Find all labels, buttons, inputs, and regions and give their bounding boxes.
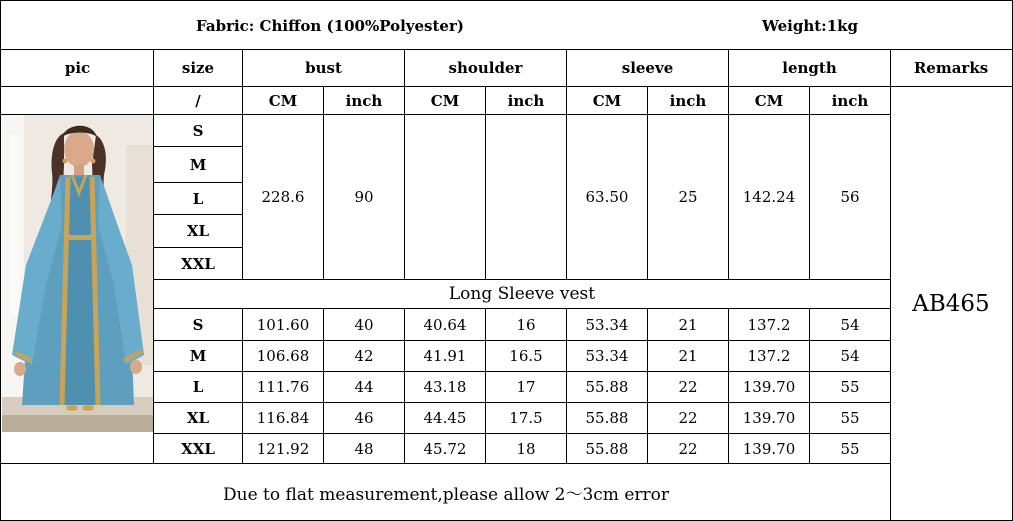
- grid-line: [153, 146, 242, 147]
- robe-sleeve-inch: 25: [678, 188, 698, 206]
- grid-line: [485, 308, 486, 464]
- vest-shoulder-cm-cell: 43.18: [423, 378, 467, 396]
- grid-line: [566, 308, 567, 464]
- vest-sleeve-inch-cell: 22: [678, 409, 698, 427]
- vest-bust-cm-cell: 116.84: [256, 409, 310, 427]
- vest-size-cell: S: [192, 315, 204, 334]
- vest-sleeve-inch-cell: 21: [678, 315, 698, 334]
- vest-sleeve-inch-cell: 22: [678, 378, 698, 396]
- unit-shoulder-inch: inch: [507, 91, 545, 110]
- vest-length-inch-cell: 55: [840, 378, 860, 396]
- robe-size-m: M: [189, 155, 207, 174]
- grid-line: [404, 49, 405, 280]
- grid-line: [0, 0, 1, 521]
- vest-size-cell: M: [189, 347, 207, 365]
- vest-length-cm-cell: 139.70: [742, 378, 796, 396]
- col-length: length: [782, 59, 837, 77]
- grid-line: [0, 114, 890, 115]
- fabric-label: Fabric: Chiffon (100%Polyester): [196, 17, 464, 35]
- vest-shoulder-cm-cell: 41.91: [423, 347, 467, 365]
- col-bust: bust: [305, 59, 342, 77]
- vest-length-cm-cell: 139.70: [742, 439, 796, 458]
- remarks-code: AB465: [912, 290, 990, 317]
- robe-length-inch: 56: [840, 188, 860, 206]
- model-in-robe-image: [2, 115, 153, 432]
- vest-shoulder-inch-cell: 18: [516, 439, 536, 458]
- robe-size-xxl: XXL: [181, 254, 215, 273]
- robe-shoulder-cm: [405, 115, 485, 279]
- vest-size-cell: XL: [186, 409, 210, 427]
- unit-shoulder-cm: CM: [430, 91, 460, 110]
- grid-line: [153, 308, 890, 309]
- vest-length-cm-cell: 137.2: [747, 315, 791, 334]
- grid-line: [153, 279, 890, 280]
- robe-bust-inch: 90: [354, 188, 374, 206]
- grid-line: [566, 49, 567, 280]
- vest-bust-inch-cell: 48: [354, 439, 374, 458]
- grid-line: [728, 308, 729, 464]
- col-size: size: [181, 59, 215, 77]
- unit-length-inch: inch: [831, 91, 869, 110]
- grid-line: [323, 86, 324, 280]
- grid-line: [153, 247, 242, 248]
- unit-size: /: [195, 91, 201, 110]
- grid-line: [153, 371, 890, 372]
- vest-bust-cm-cell: 111.76: [256, 378, 310, 396]
- grid-line: [647, 308, 648, 464]
- vest-shoulder-inch-cell: 16.5: [509, 347, 543, 365]
- grid-line: [0, 463, 890, 464]
- vest-shoulder-cm-cell: 45.72: [423, 439, 467, 458]
- grid-line: [809, 86, 810, 280]
- unit-sleeve-cm: CM: [592, 91, 622, 110]
- grid-line: [153, 340, 890, 341]
- grid-line: [485, 86, 486, 280]
- col-shoulder: shoulder: [448, 59, 523, 77]
- vest-size-cell: L: [192, 378, 204, 396]
- grid-line: [647, 86, 648, 280]
- unit-length-cm: CM: [754, 91, 784, 110]
- unit-bust-cm: CM: [268, 91, 298, 110]
- vest-length-cm-cell: 139.70: [742, 409, 796, 427]
- unit-sleeve-inch: inch: [669, 91, 707, 110]
- grid-line: [153, 214, 242, 215]
- robe-size-s: S: [192, 121, 204, 140]
- vest-bust-inch-cell: 46: [354, 409, 374, 427]
- product-photo: [2, 115, 153, 432]
- vest-title: Long Sleeve vest: [448, 284, 596, 304]
- col-remarks: Remarks: [913, 59, 989, 77]
- grid-line: [323, 308, 324, 464]
- grid-line: [242, 308, 243, 464]
- vest-bust-inch-cell: 40: [354, 315, 374, 334]
- robe-sleeve-cm: 63.50: [585, 188, 629, 206]
- grid-line: [728, 49, 729, 280]
- grid-line: [153, 49, 154, 464]
- vest-sleeve-cm-cell: 55.88: [585, 378, 629, 396]
- vest-shoulder-inch-cell: 17: [516, 378, 536, 396]
- unit-bust-inch: inch: [345, 91, 383, 110]
- vest-sleeve-cm-cell: 55.88: [585, 409, 629, 427]
- footer-note: Due to flat measurement,please allow 2～3cm error: [222, 484, 670, 505]
- robe-bust-cm: 228.6: [261, 188, 305, 206]
- vest-length-inch-cell: 54: [840, 315, 860, 334]
- vest-shoulder-inch-cell: 16: [516, 315, 536, 334]
- robe-size-l: L: [192, 189, 204, 208]
- vest-sleeve-inch-cell: 22: [678, 439, 698, 458]
- grid-line: [153, 433, 890, 434]
- vest-bust-inch-cell: 42: [354, 347, 374, 365]
- col-sleeve: sleeve: [621, 59, 674, 77]
- robe-length-cm: 142.24: [742, 188, 796, 206]
- grid-line: [0, 0, 1013, 1]
- vest-sleeve-cm-cell: 55.88: [585, 439, 629, 458]
- vest-sleeve-cm-cell: 53.34: [585, 315, 629, 334]
- vest-sleeve-inch-cell: 21: [678, 347, 698, 365]
- vest-bust-cm-cell: 106.68: [256, 347, 310, 365]
- col-pic: pic: [64, 59, 91, 77]
- vest-bust-cm-cell: 101.60: [256, 315, 310, 334]
- grid-line: [0, 49, 1013, 50]
- weight-label: Weight:1kg: [761, 17, 859, 35]
- vest-shoulder-inch-cell: 17.5: [509, 409, 543, 427]
- vest-bust-inch-cell: 44: [354, 378, 374, 396]
- grid-line: [890, 49, 891, 521]
- grid-line: [809, 308, 810, 464]
- vest-length-cm-cell: 137.2: [747, 347, 791, 365]
- vest-sleeve-cm-cell: 53.34: [585, 347, 629, 365]
- robe-shoulder-inch: [486, 115, 566, 279]
- robe-size-xl: XL: [186, 222, 210, 240]
- vest-shoulder-cm-cell: 40.64: [423, 315, 467, 334]
- grid-line: [404, 308, 405, 464]
- vest-length-inch-cell: 55: [840, 409, 860, 427]
- grid-line: [153, 182, 242, 183]
- vest-length-inch-cell: 54: [840, 347, 860, 365]
- grid-line: [0, 86, 1013, 87]
- vest-size-cell: XXL: [181, 439, 215, 458]
- vest-shoulder-cm-cell: 44.45: [423, 409, 467, 427]
- vest-length-inch-cell: 55: [840, 439, 860, 458]
- grid-line: [153, 402, 890, 403]
- vest-bust-cm-cell: 121.92: [256, 439, 310, 458]
- grid-line: [242, 49, 243, 280]
